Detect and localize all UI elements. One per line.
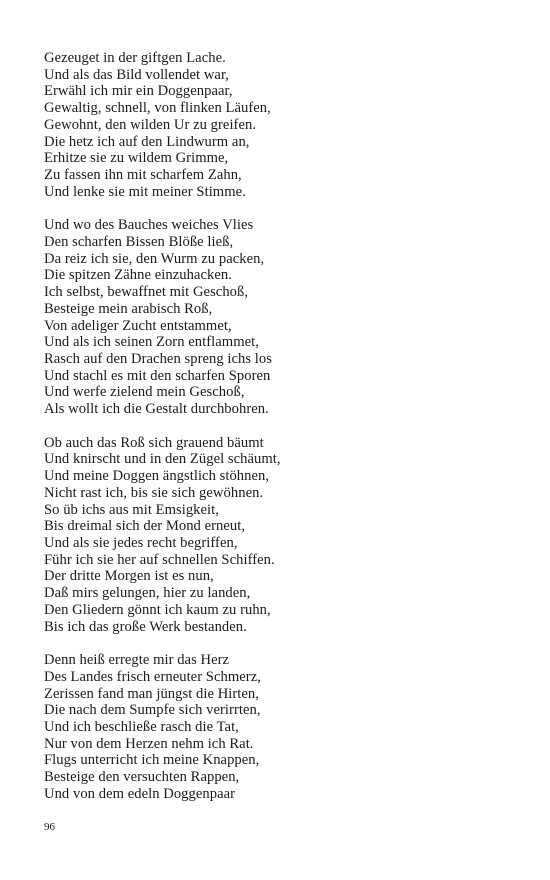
poem-line: Erhitze sie zu wildem Grimme, (44, 150, 229, 167)
poem-line: Und meine Doggen ängstlich stöhnen, (44, 468, 270, 485)
poem-line: Nicht rast ich, bis sie sich gewöhnen. (44, 484, 264, 501)
poem-line: Ob auch das Roß sich grauend bäumt (44, 434, 264, 451)
stanza-1 (44, 50, 514, 200)
poem-line: Ich selbst, bewaffnet mit Geschoß, (44, 284, 249, 301)
poem-line: So üb ichs aus mit Emsigkeit, (44, 501, 219, 518)
poem-line: Die nach dem Sumpfe sich verirrten, (44, 702, 261, 719)
poem-line: Gewohnt, den wilden Ur zu greifen. (44, 116, 257, 133)
stanza-4 (44, 652, 514, 802)
poem-line: Von adeliger Zucht entstammet, (44, 317, 232, 334)
poem-line: Des Landes frisch erneuter Schmerz, (44, 668, 261, 685)
poem-line: Zerissen fand man jüngst die Hirten, (44, 685, 259, 702)
poem-line: Daß mirs gelungen, hier zu landen, (44, 585, 251, 602)
poem-line: Und knirscht und in den Zügel schäumt, (44, 451, 281, 468)
poem-line: Als wollt ich die Gestalt durchbohren. (44, 401, 269, 418)
poem-line: Die spitzen Zähne einzuhacken. (44, 267, 232, 284)
poem-line: Und als das Bild vollendet war, (44, 66, 229, 83)
page-number: 96 (44, 821, 55, 833)
poem-line: Den Gliedern gönnt ich kaum zu ruhn, (44, 601, 271, 618)
stanza-2 (44, 217, 514, 417)
poem-page (44, 50, 514, 820)
poem-line: Und stachl es mit den scharfen Sporen (44, 367, 271, 384)
poem-line: Und ich beschließe rasch die Tat, (44, 719, 239, 736)
stanza-3 (44, 435, 514, 635)
poem-line: Und als ich seinen Zorn entflammet, (44, 334, 259, 351)
poem-line: Und werfe zielend mein Geschoß, (44, 384, 245, 401)
poem-line: Führ ich sie her auf schnellen Schiffen. (44, 551, 275, 568)
poem-line: Und von dem edeln Doggenpaar (44, 785, 236, 802)
poem-line: Zu fassen ihn mit scharfem Zahn, (44, 166, 242, 183)
poem-line: Der dritte Morgen ist es nun, (44, 568, 214, 585)
poem-line: Und als sie jedes recht begriffen, (44, 534, 238, 551)
poem-line: Flugs unterricht ich meine Knappen, (44, 752, 260, 769)
poem-line: Den scharfen Bissen Blöße ließ, (44, 234, 234, 251)
poem-line: Gewaltig, schnell, von flinken Läufen, (44, 100, 271, 117)
poem-line: Besteige mein arabisch Roß, (44, 300, 213, 317)
poem-line: Da reiz ich sie, den Wurm zu packen, (44, 250, 265, 267)
poem-line: Erwähl ich mir ein Doggenpaar, (44, 83, 233, 100)
poem-line: Besteige den versuchten Rappen, (44, 769, 240, 786)
poem-line: Und lenke sie mit meiner Stimme. (44, 183, 246, 200)
poem-line: Und wo des Bauches weiches Vlies (44, 217, 254, 234)
poem-line: Gezeuget in der giftgen Lache. (44, 50, 226, 66)
poem-line: Die hetz ich auf den Lindwurm an, (44, 133, 250, 150)
poem-line: Bis ich das große Werk bestanden. (44, 618, 247, 635)
poem-line: Bis dreimal sich der Mond erneut, (44, 518, 246, 535)
poem-line: Rasch auf den Drachen spreng ichs los (44, 350, 272, 367)
poem-line: Nur von dem Herzen nehm ich Rat. (44, 735, 254, 752)
poem-line: Denn heiß erregte mir das Herz (44, 652, 230, 669)
